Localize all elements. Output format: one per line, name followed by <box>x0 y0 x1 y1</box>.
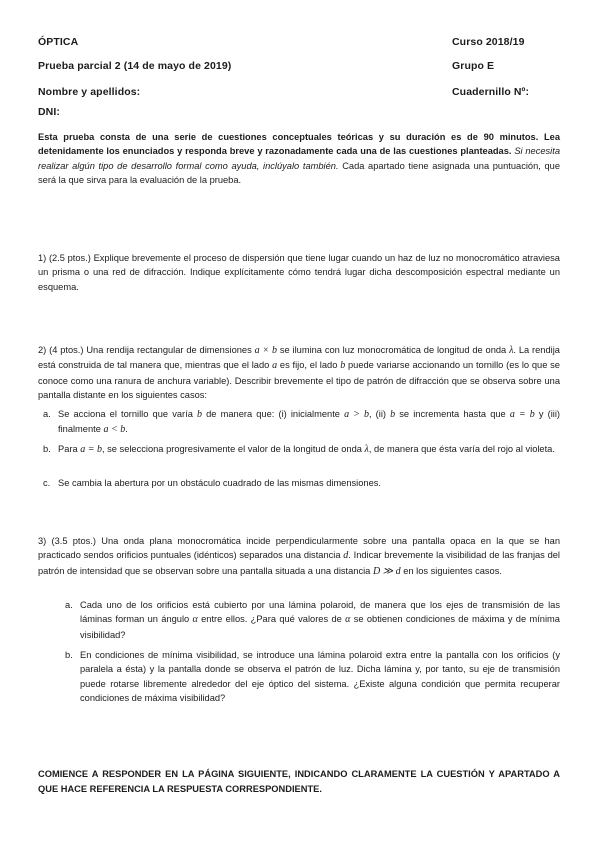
q2a-text-4: se incrementa hasta que <box>399 409 506 419</box>
q2-points: (4 ptos.) <box>49 345 84 355</box>
math-d: d <box>343 550 349 562</box>
q2-number: 2) <box>38 345 47 355</box>
math-a-gt-b: a > b <box>344 409 369 420</box>
footer-instruction: COMIENCE A RESPONDER EN LA PÁGINA SIGUIENTE, INDICANDO CLARAMENTE LA CUESTIÓN Y APARTADO A QUE HACE REFERENCIA LA RESPUESTA CORRESPONDIENTE. <box>38 769 560 794</box>
q2a-text-2: de manera que: (i) inicialmente <box>206 409 340 419</box>
q2-text-3: . La rendija está construida de tal manera que, mientras que el lado <box>38 345 560 371</box>
item-label: a. <box>43 409 51 419</box>
intro-italic: Si necesita realizar algún tipo de desarrollo formal como ayuda, inclúyalo también. <box>38 146 561 171</box>
q3-item-a <box>65 598 560 642</box>
math-lambda: λ <box>364 444 369 455</box>
math-a-lt-b: a < b <box>103 424 126 436</box>
question-3 <box>38 534 560 579</box>
math-a: a <box>254 345 260 356</box>
intro-paragraph <box>38 130 560 187</box>
q2a-text-5: y (iii) finalmente <box>58 409 561 435</box>
q3-points: (3.5 ptos.) <box>51 536 97 546</box>
subject-title: ÓPTICA <box>38 36 79 48</box>
q2-text-2: se ilumina con luz monocromática de longitud de onda <box>279 345 507 355</box>
math-alpha: α <box>192 614 198 626</box>
group-label: Grupo E <box>452 60 495 72</box>
math-a: a <box>272 360 278 372</box>
q2a-text-1: Se acciona el tornillo que varía <box>58 409 193 419</box>
q2c-text: Se cambia la abertura por un obstáculo cuadrado de las mismas dimensiones. <box>58 478 381 488</box>
q1-text: Explique brevemente el proceso de dispersión que tiene lugar cuando un haz de luz no monocromático atraviesa un prisma o una red de difracción. Indique explícitamente cómo tendrá lugar dicha descomposición espectral mediante un esquema. <box>38 253 560 292</box>
item-label: b. <box>65 650 73 660</box>
q2-text-4: es fijo, el lado <box>279 360 338 371</box>
item-label: c. <box>43 478 51 488</box>
q2b-text-1: Para <box>58 444 78 454</box>
exam-title: Prueba parcial 2 (14 de mayo de 2019) <box>38 60 232 72</box>
q3-text-1: Una onda plana monocromática incide perpendicularmente sobre una pantalla opaca en la que se han practicado sendos orificios puntuales (idénticos) separados una distancia <box>38 536 560 561</box>
q1-number: 1) <box>38 253 47 263</box>
q2-text-1: Una rendija rectangular de dimensiones <box>86 345 252 355</box>
math-D-gg-d: D ≫ d <box>372 565 401 577</box>
intro-plain: Cada apartado tiene asignada una puntuación, que será la que sirva para la evaluación de la prueba. <box>38 160 560 185</box>
q1-points: (2.5 ptos.) <box>48 253 91 263</box>
q2a-text-6: . <box>125 424 128 435</box>
q2-item-b <box>43 442 560 457</box>
q2b-text-3: , de manera que ésta varía del rojo al violeta. <box>368 444 555 454</box>
q3-text-3: en los siguientes casos. <box>403 565 502 576</box>
name-label: Nombre y apellidos: <box>38 86 141 98</box>
math-a-eq-b: a = b <box>80 444 102 455</box>
q2-item-c <box>43 476 560 490</box>
question-2 <box>38 343 560 402</box>
notebook-label: Cuadernillo Nº: <box>452 86 530 98</box>
q2a-text-3: , (ii) <box>368 409 386 419</box>
q3-text-2: . Indicar brevemente la visibilidad de las franjas del patrón de intensidad que se observan sobre una pantalla situada a una distancia <box>38 550 560 576</box>
math-b: b <box>197 409 202 420</box>
math-b: b <box>272 345 278 356</box>
q3b-text: En condiciones de mínima visibilidad, se introduce una lámina polaroid extra entre la pantalla con los orificios (y paralela a ésta) y la pantalla donde se observa el patrón de luz. Dicha lámina y, por tanto, su eje de transmisión puede rotarse libremente alrededor del eje óptico del sistema. ¿Existe alguna condición que permita recuperar condiciones de máxima visibilidad? <box>80 650 560 703</box>
q2-text-5: puede variarse accionando un tornillo (es lo que se conoce como una ranura de anchura variable). Describir brevemente el tipo de patrón de difracción que se observa sobre una pantalla distante en los siguientes casos: <box>38 360 560 400</box>
q3a-text-2: entre ellos. ¿Para qué valores de <box>201 614 342 625</box>
q2-item-a <box>43 407 561 438</box>
q3-item-b <box>65 648 560 705</box>
course-label: Curso 2018/19 <box>452 36 525 48</box>
math-alpha: α <box>345 614 351 626</box>
math-times: × <box>262 345 270 356</box>
item-label: a. <box>65 600 73 610</box>
q3a-text-1: Cada uno de los orificios está cubierto por una lámina polaroid, de manera que los ejes de transmisión de las láminas forman un ángulo <box>80 600 560 625</box>
math-a-eq-b: a = b <box>509 409 535 420</box>
math-lambda: λ <box>509 345 514 356</box>
math-b: b <box>340 360 346 372</box>
item-label: b. <box>43 444 51 454</box>
q3-number: 3) <box>38 536 47 546</box>
q3a-text-3: se obtienen condiciones de máxima y de mínima visibilidad? <box>80 614 560 640</box>
dni-label: DNI: <box>38 106 60 118</box>
math-b: b <box>390 409 396 420</box>
intro-bold: Esta prueba consta de una serie de cuestiones conceptuales teóricas y su duración es de 90 minutos. Lea detenidamente los enunciados y responda breve y razonadamente cada una de las cuestiones planteadas. <box>38 132 560 157</box>
question-1 <box>38 251 560 294</box>
q2b-text-2: , se selecciona progresivamente el valor de la longitud de onda <box>101 444 362 454</box>
